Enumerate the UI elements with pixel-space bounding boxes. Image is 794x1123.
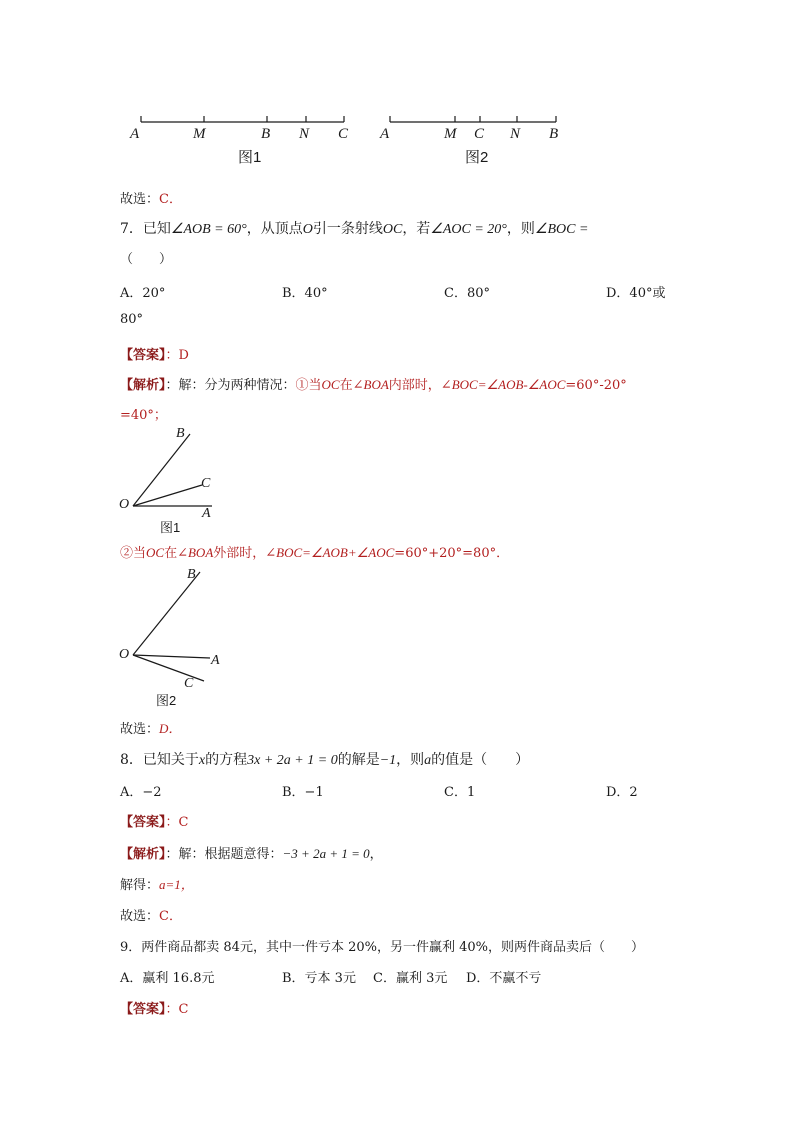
q7-case1-d: =60°-20°	[565, 378, 627, 393]
q7-option-b: B．40°	[282, 286, 328, 301]
q8-var-a: a	[424, 753, 432, 768]
q7-case1-a: ①当	[295, 378, 322, 393]
q7-paren: （ ）	[120, 252, 173, 267]
q8-equation: 3x + 2a + 1 = 0	[247, 753, 338, 768]
q8-analysis-end: ，	[369, 847, 383, 862]
q7-option-a: A．20°	[120, 286, 166, 301]
q8-solve-value: a=1，	[159, 877, 194, 892]
q8-choose-value: C．	[159, 909, 182, 924]
ang-fig2-label-c: C	[184, 676, 194, 691]
ang-fig2-label-o: O	[119, 647, 130, 662]
q6-choose-prefix: 故选：	[120, 192, 160, 207]
ang-fig1-label-c: C	[201, 476, 211, 491]
q8-analysis-label: 【解析】	[120, 847, 166, 862]
q7-expr-aob: ∠AOB = 60°	[170, 222, 247, 237]
q7-case2-d: =60°+20°=80°．	[394, 546, 510, 561]
q8-option-d: D．2	[606, 785, 638, 800]
q9-option-d: D．不赢不亏	[466, 971, 542, 986]
q7-answer-value: ：D	[165, 348, 189, 363]
q8-text-b: 的方程	[205, 752, 248, 768]
q8-text-a: 8．已知关于	[120, 752, 199, 768]
seg-fig1-label-m: M	[193, 126, 206, 142]
ang-fig1-label-b: B	[176, 426, 185, 441]
q8-question	[120, 749, 529, 769]
q9-answer	[120, 998, 188, 1017]
seg-fig1-label-n: N	[299, 126, 310, 142]
q7-case1-b: 在∠	[339, 378, 364, 393]
seg-fig1-caption: 图1	[238, 149, 262, 166]
q7-choose	[120, 718, 181, 737]
q8-analysis-eq: −3 + 2a + 1 = 0	[282, 846, 370, 861]
ang-fig1-caption: 图1	[160, 520, 181, 535]
q7-ray-oc: OC	[382, 222, 403, 237]
q7-vertex-o: O	[302, 222, 313, 237]
q9-question: 9．两件商品都卖 84元，其中一件亏本 20%，另一件赢利 40%，则两件商品卖后（ ）	[120, 940, 644, 955]
q8-analysis	[120, 843, 383, 862]
q8-option-b: B．−1	[282, 785, 324, 800]
seg-fig2-label-n: N	[510, 126, 521, 142]
q7-case2-boa: BOA	[187, 545, 214, 560]
ray-oc-fig2	[133, 655, 204, 681]
q7-case2-expr: BOC=∠AOB+∠AOC	[276, 545, 395, 560]
q7-case2-a: ②当	[120, 546, 147, 561]
seg-fig2-caption: 图2	[465, 149, 489, 166]
seg-fig2-label-a: A	[380, 126, 390, 142]
q7-analysis-label: 【解析】	[120, 378, 166, 393]
q7-text-b: ，从顶点	[246, 221, 303, 237]
q7-option-d: D．40°或	[606, 286, 666, 301]
q7-case1-boa: BOA	[363, 377, 389, 392]
q9-option-b: B．亏本 3元	[282, 971, 356, 986]
q8-answer-label: 【答案】	[120, 815, 166, 830]
q9-answer-label: 【答案】	[120, 1002, 166, 1017]
q7-expr-boc: ∠BOC =	[534, 222, 589, 237]
q8-answer	[120, 811, 188, 830]
q8-var-x: x	[198, 753, 206, 768]
ang-fig2-label-a: A	[211, 653, 220, 668]
q8-option-c: C．1	[444, 785, 476, 800]
q7-choose-prefix: 故选：	[120, 722, 160, 737]
q7-answer-label: 【答案】	[120, 348, 166, 363]
seg-fig2-label-b: B	[549, 126, 559, 142]
q8-solve	[120, 874, 194, 893]
q9-option-c: C．赢利 3元	[373, 971, 448, 986]
q7-expr-aoc: ∠AOC = 20°	[430, 222, 507, 237]
q9-answer-value: ：C	[165, 1002, 189, 1017]
q8-choose	[120, 905, 182, 924]
ang-fig1-label-a: A	[202, 506, 211, 521]
ang-fig2-caption: 图2	[156, 693, 177, 708]
q6-choose-value: C．	[159, 192, 182, 207]
ray-ob-fig2	[133, 572, 200, 655]
q7-option-d-cont: 80°	[120, 312, 144, 327]
q7-case1-expr: BOC=∠AOB-∠AOC	[451, 377, 566, 392]
q8-text-e: 的值是（ ）	[431, 752, 530, 768]
q8-choose-prefix: 故选：	[120, 909, 160, 924]
seg-fig1-label-b: B	[261, 126, 271, 142]
q7-text-e: ，则	[506, 221, 535, 237]
q8-text-c: 的解是	[337, 752, 380, 768]
seg-fig2-label-c: C	[474, 126, 485, 142]
q8-solution: −1	[379, 753, 397, 768]
q8-option-a: A．−2	[120, 785, 162, 800]
q7-case2-oc: OC	[146, 545, 165, 560]
q8-solve-prefix: 解得：	[120, 878, 160, 893]
q9-option-a: A．赢利 16.8元	[120, 971, 215, 986]
q7-case1-c: 内部时，∠	[388, 378, 452, 393]
q7-choose-value: D．	[159, 721, 182, 736]
q8-text-d: ，则	[396, 752, 425, 768]
q7-case1-oc: OC	[321, 377, 340, 392]
q7-case1-result: =40°；	[120, 408, 167, 423]
q7-case2-b: 在∠	[164, 546, 188, 561]
seg-fig2-label-m: M	[444, 126, 457, 142]
seg-fig1-label-c: C	[338, 126, 349, 142]
ang-fig2-label-b: B	[187, 567, 196, 582]
q7-text-d: ，若	[402, 221, 431, 237]
q8-analysis-text: ：解：根据题意得：	[165, 847, 283, 862]
q7-case2-c: 外部时，∠	[213, 546, 277, 561]
q7-text-a: 7．已知	[120, 221, 171, 237]
ang-fig1-label-o: O	[119, 497, 130, 512]
q7-option-c: C．80°	[444, 286, 490, 301]
q7-analysis-text: ：解：分为两种情况：	[165, 378, 296, 393]
seg-fig1-label-a: A	[130, 126, 140, 142]
ray-oa-fig2	[133, 655, 210, 658]
q7-text-c: 引一条射线	[312, 221, 383, 237]
q8-answer-value: ：C	[165, 815, 189, 830]
